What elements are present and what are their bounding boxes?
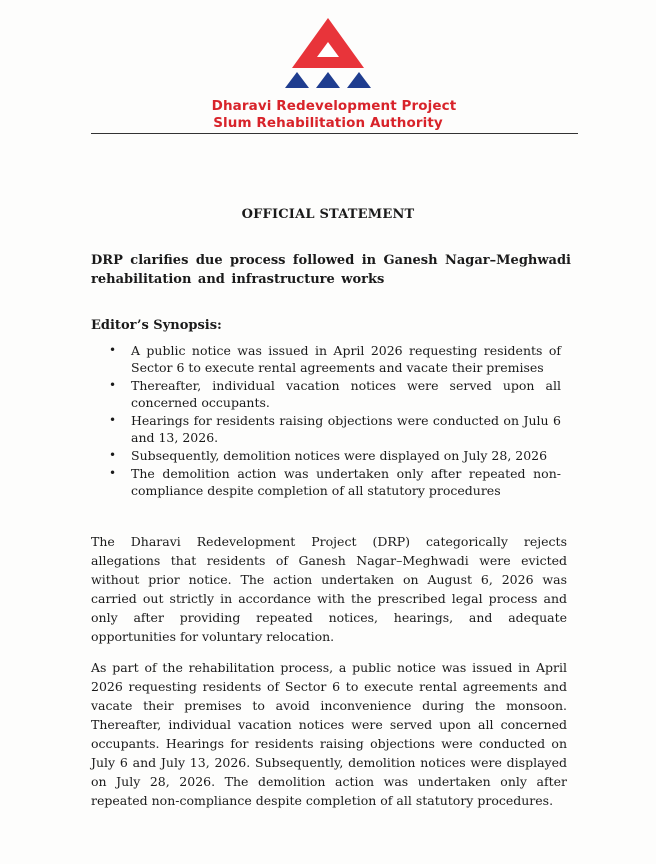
synopsis-item-text: Hearings for residents raising objections were conducted on Julu 6 and 13, 2026. (131, 413, 561, 445)
bullet-icon: • (109, 413, 117, 427)
bullet-icon: • (109, 466, 117, 480)
synopsis-item-text: Thereafter, individual vacation notices were served upon all concerned occupants. (131, 378, 561, 410)
statement-headline: DRP clarifies due process followed in Ganesh Nagar–Meghwadi rehabilitation and infrastructure works (91, 253, 571, 287)
synopsis-item-text: A public notice was issued in April 2026 requesting residents of Sector 6 to execute rental agreements and vacate their premises (131, 343, 561, 375)
org-authority: Slum Rehabilitation Authority (213, 115, 443, 131)
body-paragraph: As part of the rehabilitation process, a public notice was issued in April 2026 requesting residents of Sector 6 to execute rental agreements and vacate their premises to avoid inconvenience during the monsoon. Thereafter, individual vacation notices were served upon all concerned occupants. Hearings for residents raising objections were conducted on July 6 and July 13, 2026. Subsequently, demolition notices were displayed on July 28, 2026. The demolition action was undertaken only after repeated non-compliance despite completion of all statutory procedures. (91, 660, 567, 808)
synopsis-item (91, 412, 561, 446)
synopsis-item-text: Subsequently, demolition notices were displayed on July 28, 2026 (131, 448, 548, 463)
synopsis-item (91, 447, 561, 464)
bullet-icon: • (109, 378, 117, 392)
header-divider (91, 133, 578, 134)
synopsis-item (91, 377, 561, 411)
synopsis-heading: Editor’s Synopsis: (91, 318, 222, 333)
drp-logo-icon (278, 16, 378, 96)
org-name: Dharavi Redevelopment Project (211, 98, 457, 114)
synopsis-item (91, 342, 561, 376)
bullet-icon: • (109, 343, 117, 357)
synopsis-item-text: The demolition action was undertaken only after repeated non-compliance despite completion of all statutory procedures (131, 466, 561, 498)
synopsis-item (91, 465, 561, 499)
synopsis-list (91, 342, 561, 500)
bullet-icon: • (109, 448, 117, 462)
body-paragraph: The Dharavi Redevelopment Project (DRP) categorically rejects allegations that residents of Ganesh Nagar–Meghwadi were evicted without prior notice. The action undertaken on August 6, 2026 was carried out strictly in accordance with the prescribed legal process and only after providing repeated notices, hearings, and adequate opportunities for voluntary relocation. (91, 534, 567, 644)
logo-red-triangle (292, 18, 364, 68)
document-title: OFFICIAL STATEMENT (241, 207, 415, 222)
logo-blue-triangles (285, 72, 371, 88)
